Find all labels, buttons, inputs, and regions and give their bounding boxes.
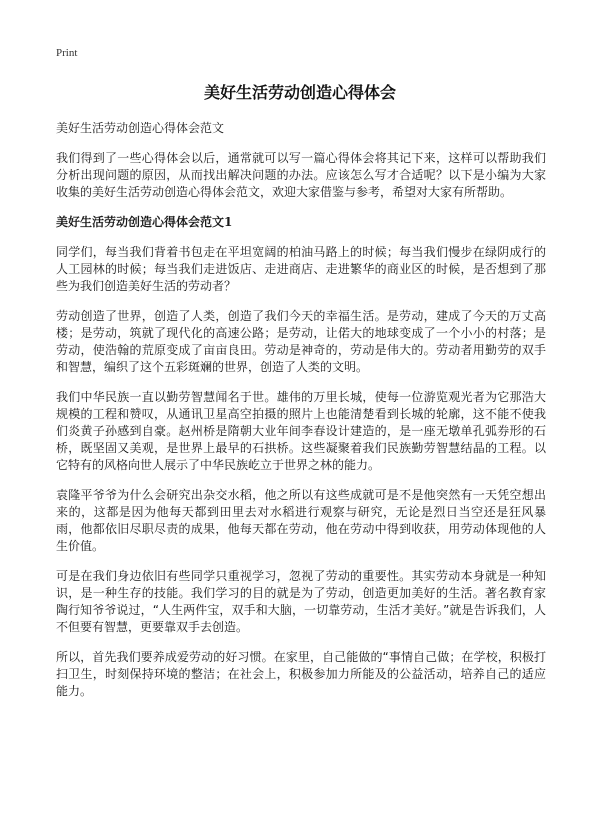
paragraph: 可是在我们身边依旧有些同学只重视学习，忽视了劳动的重要性。其实劳动本身就是一种知识，是一种生存的技能。我们学习的目的就是为了劳动，创造更加美好的生活。著名教育家陶行知爷爷说过，“人生两件宝，双手和大脑，一切靠劳动，生活才美好。”就是告诉我们，人不但要有智慧，更要靠双手去创造。 bbox=[56, 569, 546, 634]
intro-paragraph: 我们得到了一些心得体会以后，通常就可以写一篇心得体会将其记下来，这样可以帮助我们分析出现问题的原因，从而找出解决问题的办法。应该怎么写才合适呢？以下是小编为大家收集的美好生活劳动创造心得体会范文，欢迎大家借鉴与参考，希望对大家有所帮助。 bbox=[56, 151, 546, 199]
section-heading: 美好生活劳动创造心得体会范文1 bbox=[56, 215, 233, 229]
print-link[interactable]: Print bbox=[56, 47, 78, 59]
article-body bbox=[56, 120, 546, 713]
paragraph: 袁隆平爷爷为什么会研究出杂交水稻，他之所以有这些成就可是不是他突然有一天凭空想出来的，这都是因为他每天都到田里去对水稻进行观察与研究，无论是烈日当空还是狂风暴雨，他都依旧尽职尽责的成果，他每天都在劳动，他在劳动中得到收获，用劳动体现他的人生价值。 bbox=[56, 488, 546, 553]
article-subtitle: 美好生活劳动创造心得体会范文 bbox=[56, 121, 225, 135]
paragraph: 所以，首先我们要养成爱劳动的好习惯。在家里，自己能做的“事情自己做；在学校，积极打扫卫生，时刻保持环境的整洁；在社会上，积极参加力所能及的公益活动，培养自己的适应能力。 bbox=[56, 650, 546, 698]
paragraph: 同学们，每当我们背着书包走在平坦宽阔的柏油马路上的时候；每当我们慢步在绿阴成行的人工园林的时候；每当我们走进饭店、走进商店、走进繁华的商业区的时候，是否想到了那些为我们创造美好生活的劳动者？ bbox=[56, 245, 546, 293]
paragraph: 我们中华民族一直以勤劳智慧闻名于世。雄伟的万里长城，使每一位游览观光者为它那浩大规模的工程和赞叹，从通讯卫星高空拍摄的照片上也能清楚看到长城的轮廓，这不能不使我们炎黄子孙感到自豪。赵州桥是隋朝大业年间李春设计建造的，是一座无墩单孔弧券形的石桥，既坚固又美观，是世界上最早的石拱桥。这些凝聚着我们民族勤劳智慧结晶的工程。以它特有的风格向世人展示了中华民族屹立于世界之林的能力。 bbox=[56, 390, 546, 472]
page-title: 美好生活劳动创造心得体会 bbox=[203, 83, 396, 102]
paragraph: 劳动创造了世界，创造了人类，创造了我们今天的幸福生活。是劳动，建成了今天的万丈高楼；是劳动，筑就了现代化的高速公路；是劳动，让偌大的地球变成了一个小小的村落；是劳动，使浩翰的荒原变成了亩亩良田。劳动是神奇的，劳动是伟大的。劳动者用勤劳的双手和智慧，编织了这个五彩斑斓的世界，创造了人类的文明。 bbox=[56, 309, 546, 374]
